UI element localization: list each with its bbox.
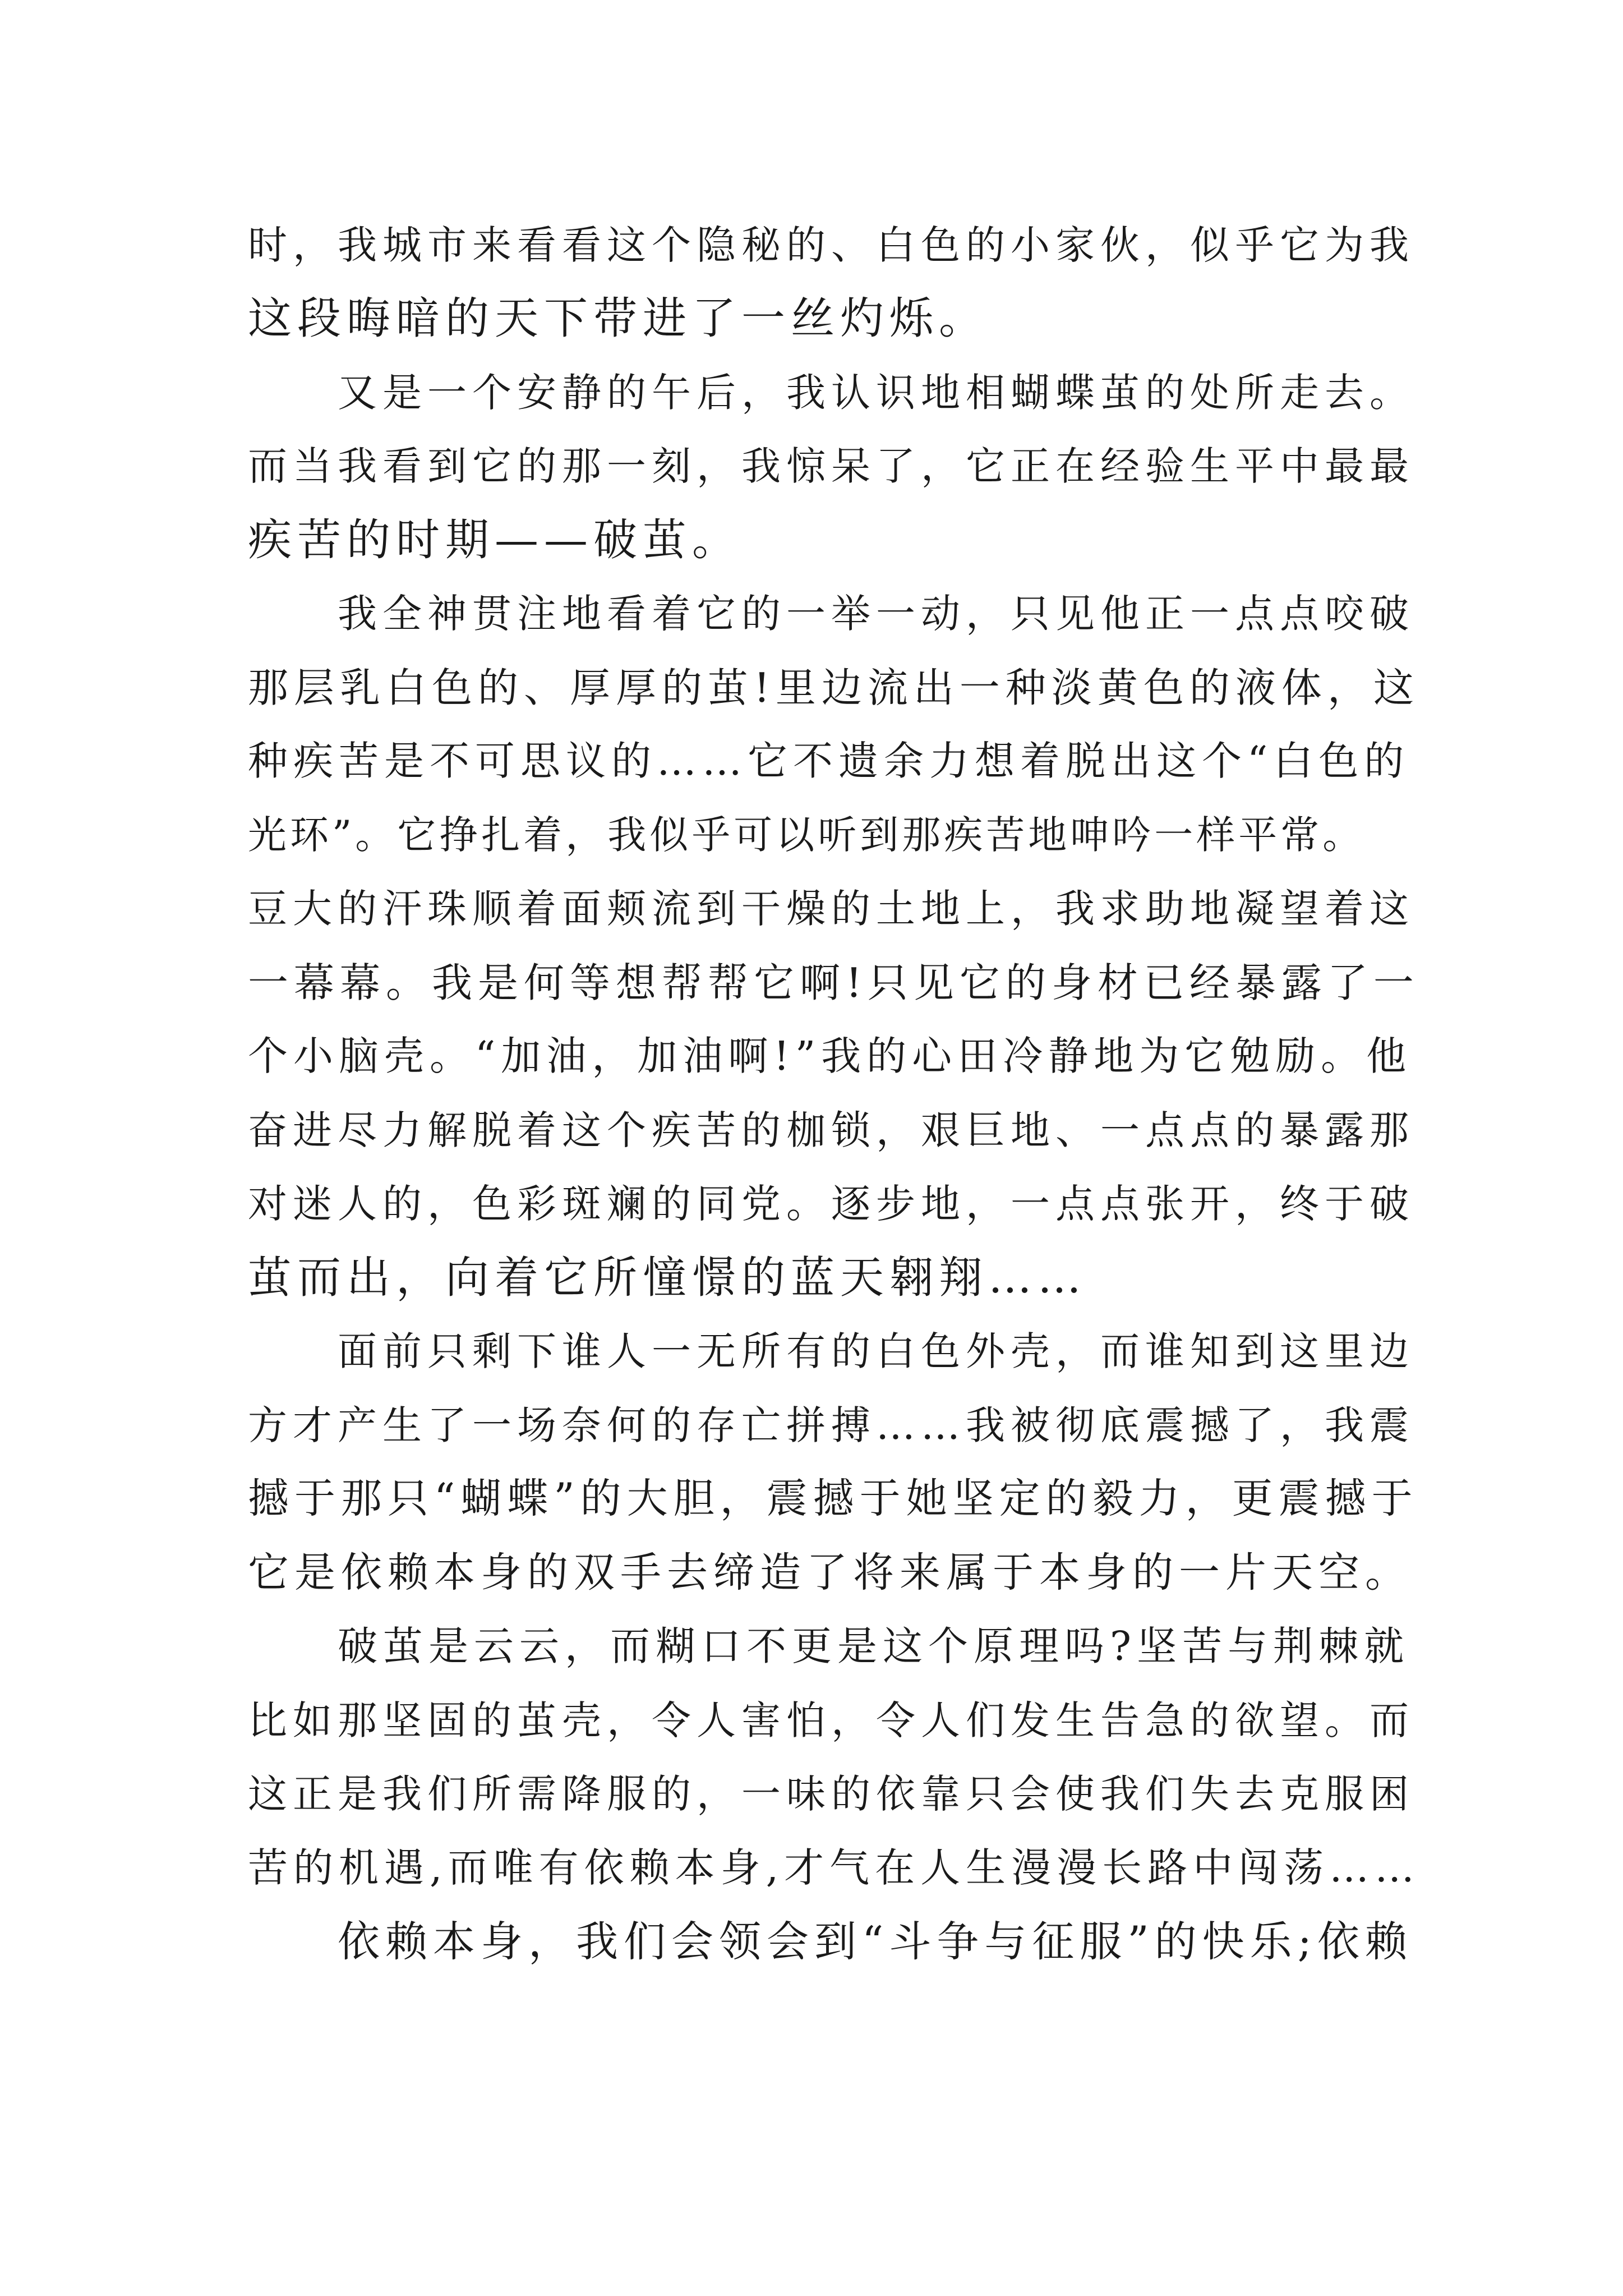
- text-line: 个小脑壳。“加油，加油啊!”我的心田冷静地为它勉励。他: [248, 1033, 1412, 1079]
- text-line: 时，我城市来看看这个隐秘的、白色的小家伙，似乎它为我: [248, 222, 1414, 268]
- text-line: 方才产生了一场奈何的存亡拼搏……我被彻底震撼了，我震: [248, 1402, 1414, 1448]
- paragraph-first-line: 破茧是云云，而糊口不更是这个原理吗?坚苦与荆棘就: [338, 1623, 1410, 1669]
- paragraph-first-line: 依赖本身，我们会领会到“斗争与征服”的快乐;依赖: [338, 1917, 1413, 1966]
- text-line: 种疾苦是不可思议的……它不遗余力想着脱出这个“白色的: [248, 738, 1410, 784]
- text-line: 苦的机遇,而唯有依赖本身,才气在人生漫漫长路中闯荡……: [248, 1844, 1421, 1891]
- paragraph-first-line: 面前只剩下谁人一无所有的白色外壳，而谁知到这里边: [338, 1328, 1414, 1374]
- text-line: 对迷人的，色彩斑斓的同党。逐步地，一点点张开，终于破: [248, 1181, 1414, 1227]
- text-line: 奋进尽力解脱着这个疾苦的枷锁，艰巨地、一点点的暴露那: [248, 1107, 1414, 1153]
- text-line: 光环”。它挣扎着，我似乎可以听到那疾苦地呻吟一样平常。: [248, 813, 1365, 858]
- text-line: 比如那坚固的茧壳，令人害怕，令人们发生告急的欲望。而: [248, 1697, 1414, 1743]
- text-line: 而当我看到它的那一刻，我惊呆了，它正在经验生平中最最: [248, 443, 1414, 489]
- text-line: 它是依赖本身的双手去缔造了将来属于本身的一片天空。: [248, 1549, 1412, 1596]
- text-line: 这段晦暗的天下带进了一丝灼烁。: [248, 293, 989, 344]
- text-line: 这正是我们所需降服的，一味的依靠只会使我们失去克服困: [248, 1771, 1414, 1817]
- text-line: 茧而出，向着它所憧憬的蓝天翱翔……: [248, 1253, 1087, 1303]
- text-line: 豆大的汗珠顺着面颊流到干燥的土地上，我求助地凝望着这: [248, 886, 1414, 932]
- text-line: 一幕幕。我是何等想帮帮它啊!只见它的身材已经暴露了一: [248, 959, 1419, 1006]
- paragraph-first-line: 又是一个安静的午后，我认识地相蝴蝶茧的处所走去。: [338, 370, 1414, 416]
- text-line: 那层乳白色的、厚厚的茧!里边流出一种淡黄色的液体，这: [248, 664, 1419, 711]
- text-line: 疾苦的时期——破茧。: [248, 515, 742, 565]
- paragraph-first-line: 我全神贯注地看着它的一举一动，只见他正一点点咬破: [338, 591, 1414, 637]
- text-line: 撼于那只“蝴蝶”的大胆，震撼于她坚定的毅力，更震撼于: [248, 1475, 1418, 1522]
